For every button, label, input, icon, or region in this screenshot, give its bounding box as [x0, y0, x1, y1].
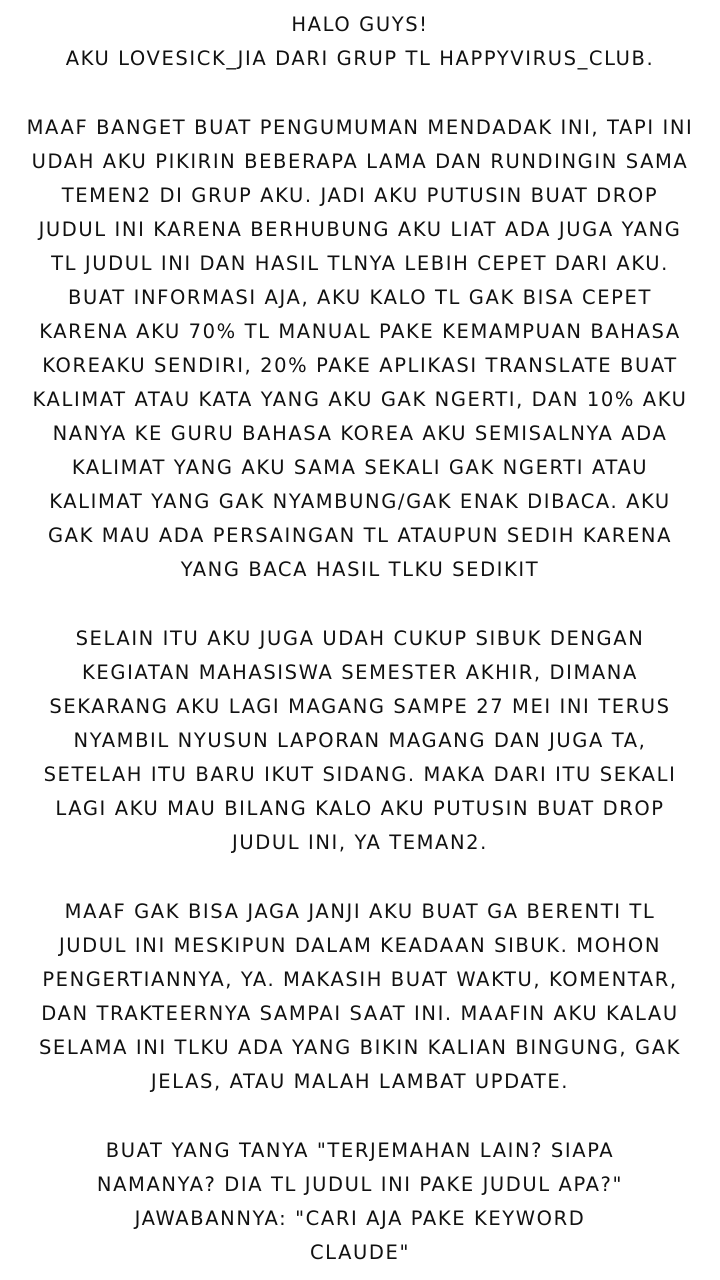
- paragraph-line: BUAT INFORMASI AJA, AKU KALO TL GAK BISA CEPET: [68, 286, 652, 309]
- paragraph-line: YANG BACA HASIL TLKU SEDIKIT: [180, 558, 540, 581]
- greeting-line: HALO GUYS!: [291, 13, 429, 36]
- paragraph-line: KALIMAT YANG GAK NYAMBUNG/GAK ENAK DIBACA. AKU: [49, 490, 671, 513]
- paragraph-line: SEKARANG AKU LAGI MAGANG SAMPE 27 MEI INI TERUS: [49, 695, 671, 718]
- paragraph-line: DAN TRAKTEERNYA SAMPAI SAAT INI. MAAFIN AKU KALAU: [41, 1002, 679, 1025]
- paragraph-line: NYAMBIL NYUSUN LAPORAN MAGANG DAN JUGA TA,: [73, 729, 647, 752]
- paragraph-line: TEMEN2 DI GRUP AKU. JADI AKU PUTUSIN BUAT DROP: [61, 184, 659, 207]
- paragraph-line: JAWABANNYA: "CARI AJA PAKE KEYWORD: [134, 1207, 586, 1230]
- paragraph-line: SELAIN ITU AKU JUGA UDAH CUKUP SIBUK DENGAN: [75, 627, 645, 650]
- paragraph-line: JUDUL INI MESKIPUN DALAM KEADAAN SIBUK. MOHON: [58, 934, 662, 957]
- paragraph-line: BUAT YANG TANYA "TERJEMAHAN LAIN? SIAPA: [105, 1139, 615, 1162]
- paragraph-line: JUDUL INI, YA TEMAN2.: [232, 831, 488, 854]
- paragraph-line: KALIMAT ATAU KATA YANG AKU GAK NGERTI, DAN 10% AKU: [32, 388, 688, 411]
- paragraph-line: CLAUDE": [309, 1241, 411, 1264]
- paragraph-line: LAGI AKU MAU BILANG KALO AKU PUTUSIN BUAT DROP: [55, 797, 665, 820]
- paragraph-line: JELAS, ATAU MALAH LAMBAT UPDATE.: [150, 1070, 570, 1093]
- paragraph-line: NANYA KE GURU BAHASA KOREA AKU SEMISALNYA ADA: [52, 422, 668, 445]
- paragraph-line: UDAH AKU PIKIRIN BEBERAPA LAMA DAN RUNDINGIN SAMA: [31, 150, 689, 173]
- paragraph-line: JUDUL INI KARENA BERHUBUNG AKU LIAT ADA JUGA YANG: [38, 218, 682, 241]
- paragraph-line: NAMANYA? DIA TL JUDUL INI PAKE JUDUL APA?": [96, 1173, 624, 1196]
- paragraph-line: KALIMAT YANG AKU SAMA SEKALI GAK NGERTI ATAU: [71, 456, 649, 479]
- paragraph-line: MAAF BANGET BUAT PENGUMUMAN MENDADAK INI, TAPI INI: [26, 116, 694, 139]
- paragraph-line: KARENA AKU 70% TL MANUAL PAKE KEMAMPUAN BAHASA: [39, 320, 681, 343]
- paragraph-line: SETELAH ITU BARU IKUT SIDANG. MAKA DARI ITU SEKALI: [43, 763, 677, 786]
- paragraph-line: TL JUDUL INI DAN HASIL TLNYA LEBIH CEPET DARI AKU.: [51, 252, 669, 275]
- paragraph-line: GAK MAU ADA PERSAINGAN TL ATAUPUN SEDIH KARENA: [47, 524, 673, 547]
- paragraph-line: MAAF GAK BISA JAGA JANJI AKU BUAT GA BERENTI TL: [64, 900, 656, 923]
- paragraph-line: KOREAKU SENDIRI, 20% PAKE APLIKASI TRANSLATE BUAT: [42, 354, 678, 377]
- paragraph-line: KEGIATAN MAHASISWA SEMESTER AKHIR, DIMANA: [82, 661, 638, 684]
- paragraph-line: PENGERTIANNYA, YA. MAKASIH BUAT WAKTU, KOMENTAR,: [42, 968, 678, 991]
- paragraph-line: SELAMA INI TLKU ADA YANG BIKIN KALIAN BINGUNG, GAK: [38, 1036, 682, 1059]
- greeting-line: AKU LOVESICK_JIA DARI GRUP TL HAPPYVIRUS_CLUB.: [65, 47, 655, 70]
